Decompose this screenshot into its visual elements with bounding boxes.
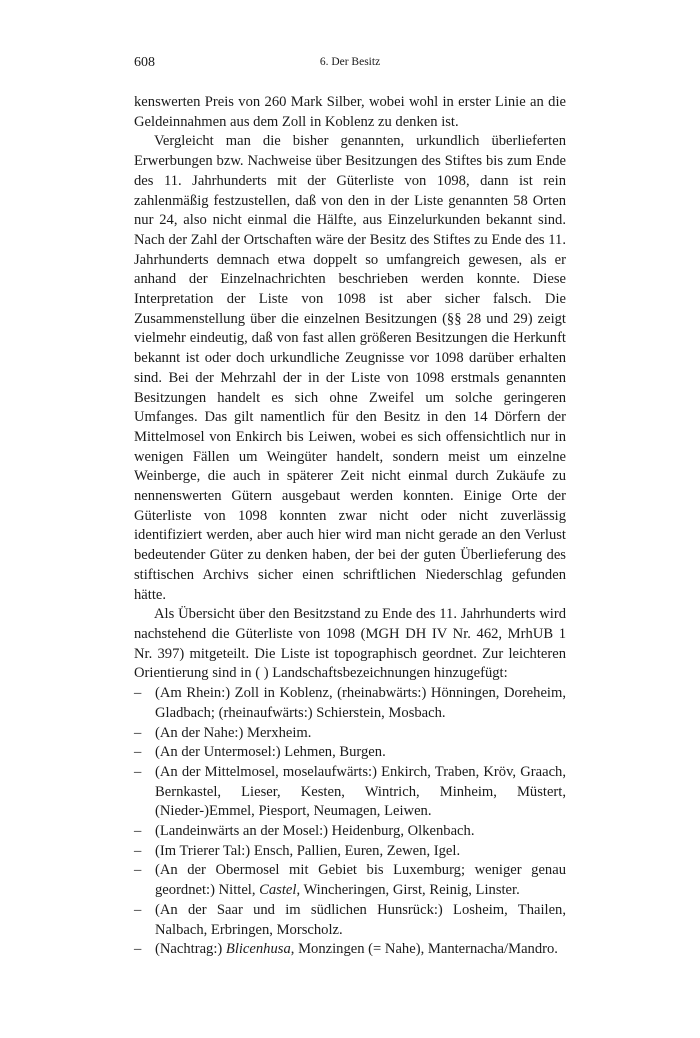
list-item <box>134 684 566 723</box>
list-dash: – <box>134 763 142 780</box>
list-item-text: (An der Nahe:) Merxheim. <box>155 724 312 741</box>
list-item-text-pre: (An der Obermosel mit Gebiet bis Luxemburg; weniger genau geordnet:) Nittel, <box>155 862 566 899</box>
list-item-text: (An der Saar und im südlichen Hunsrück:) Losheim, Thailen, Nalbach, Erbringen, Morscholz. <box>155 901 566 938</box>
list-item-text-post: , Wincheringen, Girst, Reinig, Linster. <box>296 882 520 899</box>
list-item-text: (An der Mittelmosel, moselaufwärts:) Enkirch, Traben, Kröv, Graach, Bernkastel, Lieser, Kesten, Wintrich, Minheim, Müstert, (Nieder-)Emmel, Piesport, Neumagen, Leiwen. <box>155 763 566 820</box>
list-dash: – <box>134 823 142 840</box>
list-item <box>134 940 566 960</box>
list-item <box>134 901 566 940</box>
list-dash: – <box>134 941 142 958</box>
body-text <box>134 93 566 960</box>
page-number: 608 <box>134 55 155 70</box>
list-item <box>134 861 566 900</box>
list-item <box>134 842 566 862</box>
list-dash: – <box>134 842 142 859</box>
list-dash: – <box>134 744 142 761</box>
list-item-text: (Am Rhein:) Zoll in Koblenz, (rheinabwärts:) Hönningen, Doreheim, Gladbach; (rheinaufwärts:) Schierstein, Mosbach. <box>155 685 566 721</box>
paragraph-continuation: kenswerten Preis von 260 Mark Silber, wobei wohl in erster Linie an die Geldeinnahmen aus dem Zoll in Koblenz zu denken ist. <box>134 94 566 130</box>
list-item-text-italic: Castel <box>259 882 297 899</box>
list-item-text: (Landeinwärts an der Mosel:) Heidenburg, Olkenbach. <box>155 823 475 840</box>
list-item-text-pre: (Nachtrag:) <box>155 941 226 958</box>
list-item-text: (An der Untermosel:) Lehmen, Burgen. <box>155 744 386 761</box>
list-dash: – <box>134 901 142 918</box>
list-dash: – <box>134 724 142 741</box>
list-dash: – <box>134 862 142 879</box>
list-dash: – <box>134 685 142 702</box>
list-item <box>134 724 566 744</box>
list-item <box>134 822 566 842</box>
list-item <box>134 743 566 763</box>
paragraph-comparison: Vergleicht man die bisher genannten, urkundlich überlieferten Erwerbungen bzw. Nachweise über Besitzungen des Stiftes bis zum Ende des 11. Jahrhunderts mit der Güterliste von 1098, dann ist rein zahlenmäßig festzustellen, daß von den in der Liste genannten 58 Orten nur 24, also nicht einmal die Hälfte, aus Einzelurkunden bekannt sind. Nach der Zahl der Ortschaften wäre der Besitz des Stiftes zu Ende des 11. Jahrhunderts demnach etwa doppelt so umfangreich gewesen, als er anhand der Einzelnachrichten beschrieben werden konnte. Diese Interpretation der Liste von 1098 ist aber sicher falsch. Die Zusammenstellung über die einzelnen Besitzungen (§§ 28 und 29) zeigt vielmehr eindeutig, daß von fast allen größeren Besitzungen die Herkunft bekannt ist oder doch urkundliche Zeugnisse vor 1098 darüber erhalten sind. Bei der Mehrzahl der in der Liste von 1098 erstmals genannten Besitzungen handelt es sich ohne Zweifel um solche geringeren Umfanges. Das gilt namentlich für den Besitz in den 14 Dörfern der Mittelmosel von Enkirch bis Leiwen, wobei es sich offensichtlich nur in wenigen Fällen um Weingüter handelt, sondern meist um einzelne Weinberge, die auch in späterer Zeit nicht einmal durch Zukäufe zu nennenswerten Gütern ausgebaut werden konnten. Einige Orte der Güterliste von 1098 konnten zwar nicht oder nicht zuverlässig identifiziert werden, aber auch hier wird man nicht gerade an den Verlust bedeutender Güter zu denken haben, der bei der guten Überlieferung des stiftischen Archivs sicher einen schriftlichen Niederschlag gefunden hätte. <box>134 133 566 603</box>
page-header <box>134 55 566 75</box>
property-list <box>134 684 566 960</box>
list-item-text-italic: Blicenhusa <box>225 941 291 958</box>
list-item <box>134 763 566 822</box>
list-item-text-post: , Monzingen (= Nahe), Manternacha/Mandro. <box>290 941 558 958</box>
running-head: 6. Der Besitz <box>319 56 381 68</box>
list-item-text: (Im Trierer Tal:) Ensch, Pallien, Euren, Zewen, Igel. <box>155 842 461 859</box>
paragraph-overview: Als Übersicht über den Besitzstand zu Ende des 11. Jahrhunderts wird nachstehend die Güterliste von 1098 (MGH DH IV Nr. 462, MrhUB 1 Nr. 397) mitgeteilt. Die Liste ist topographisch geordnet. Zur leichteren Orientierung sind in ( ) Landschaftsbezeichnungen hinzugefügt: <box>134 606 566 682</box>
